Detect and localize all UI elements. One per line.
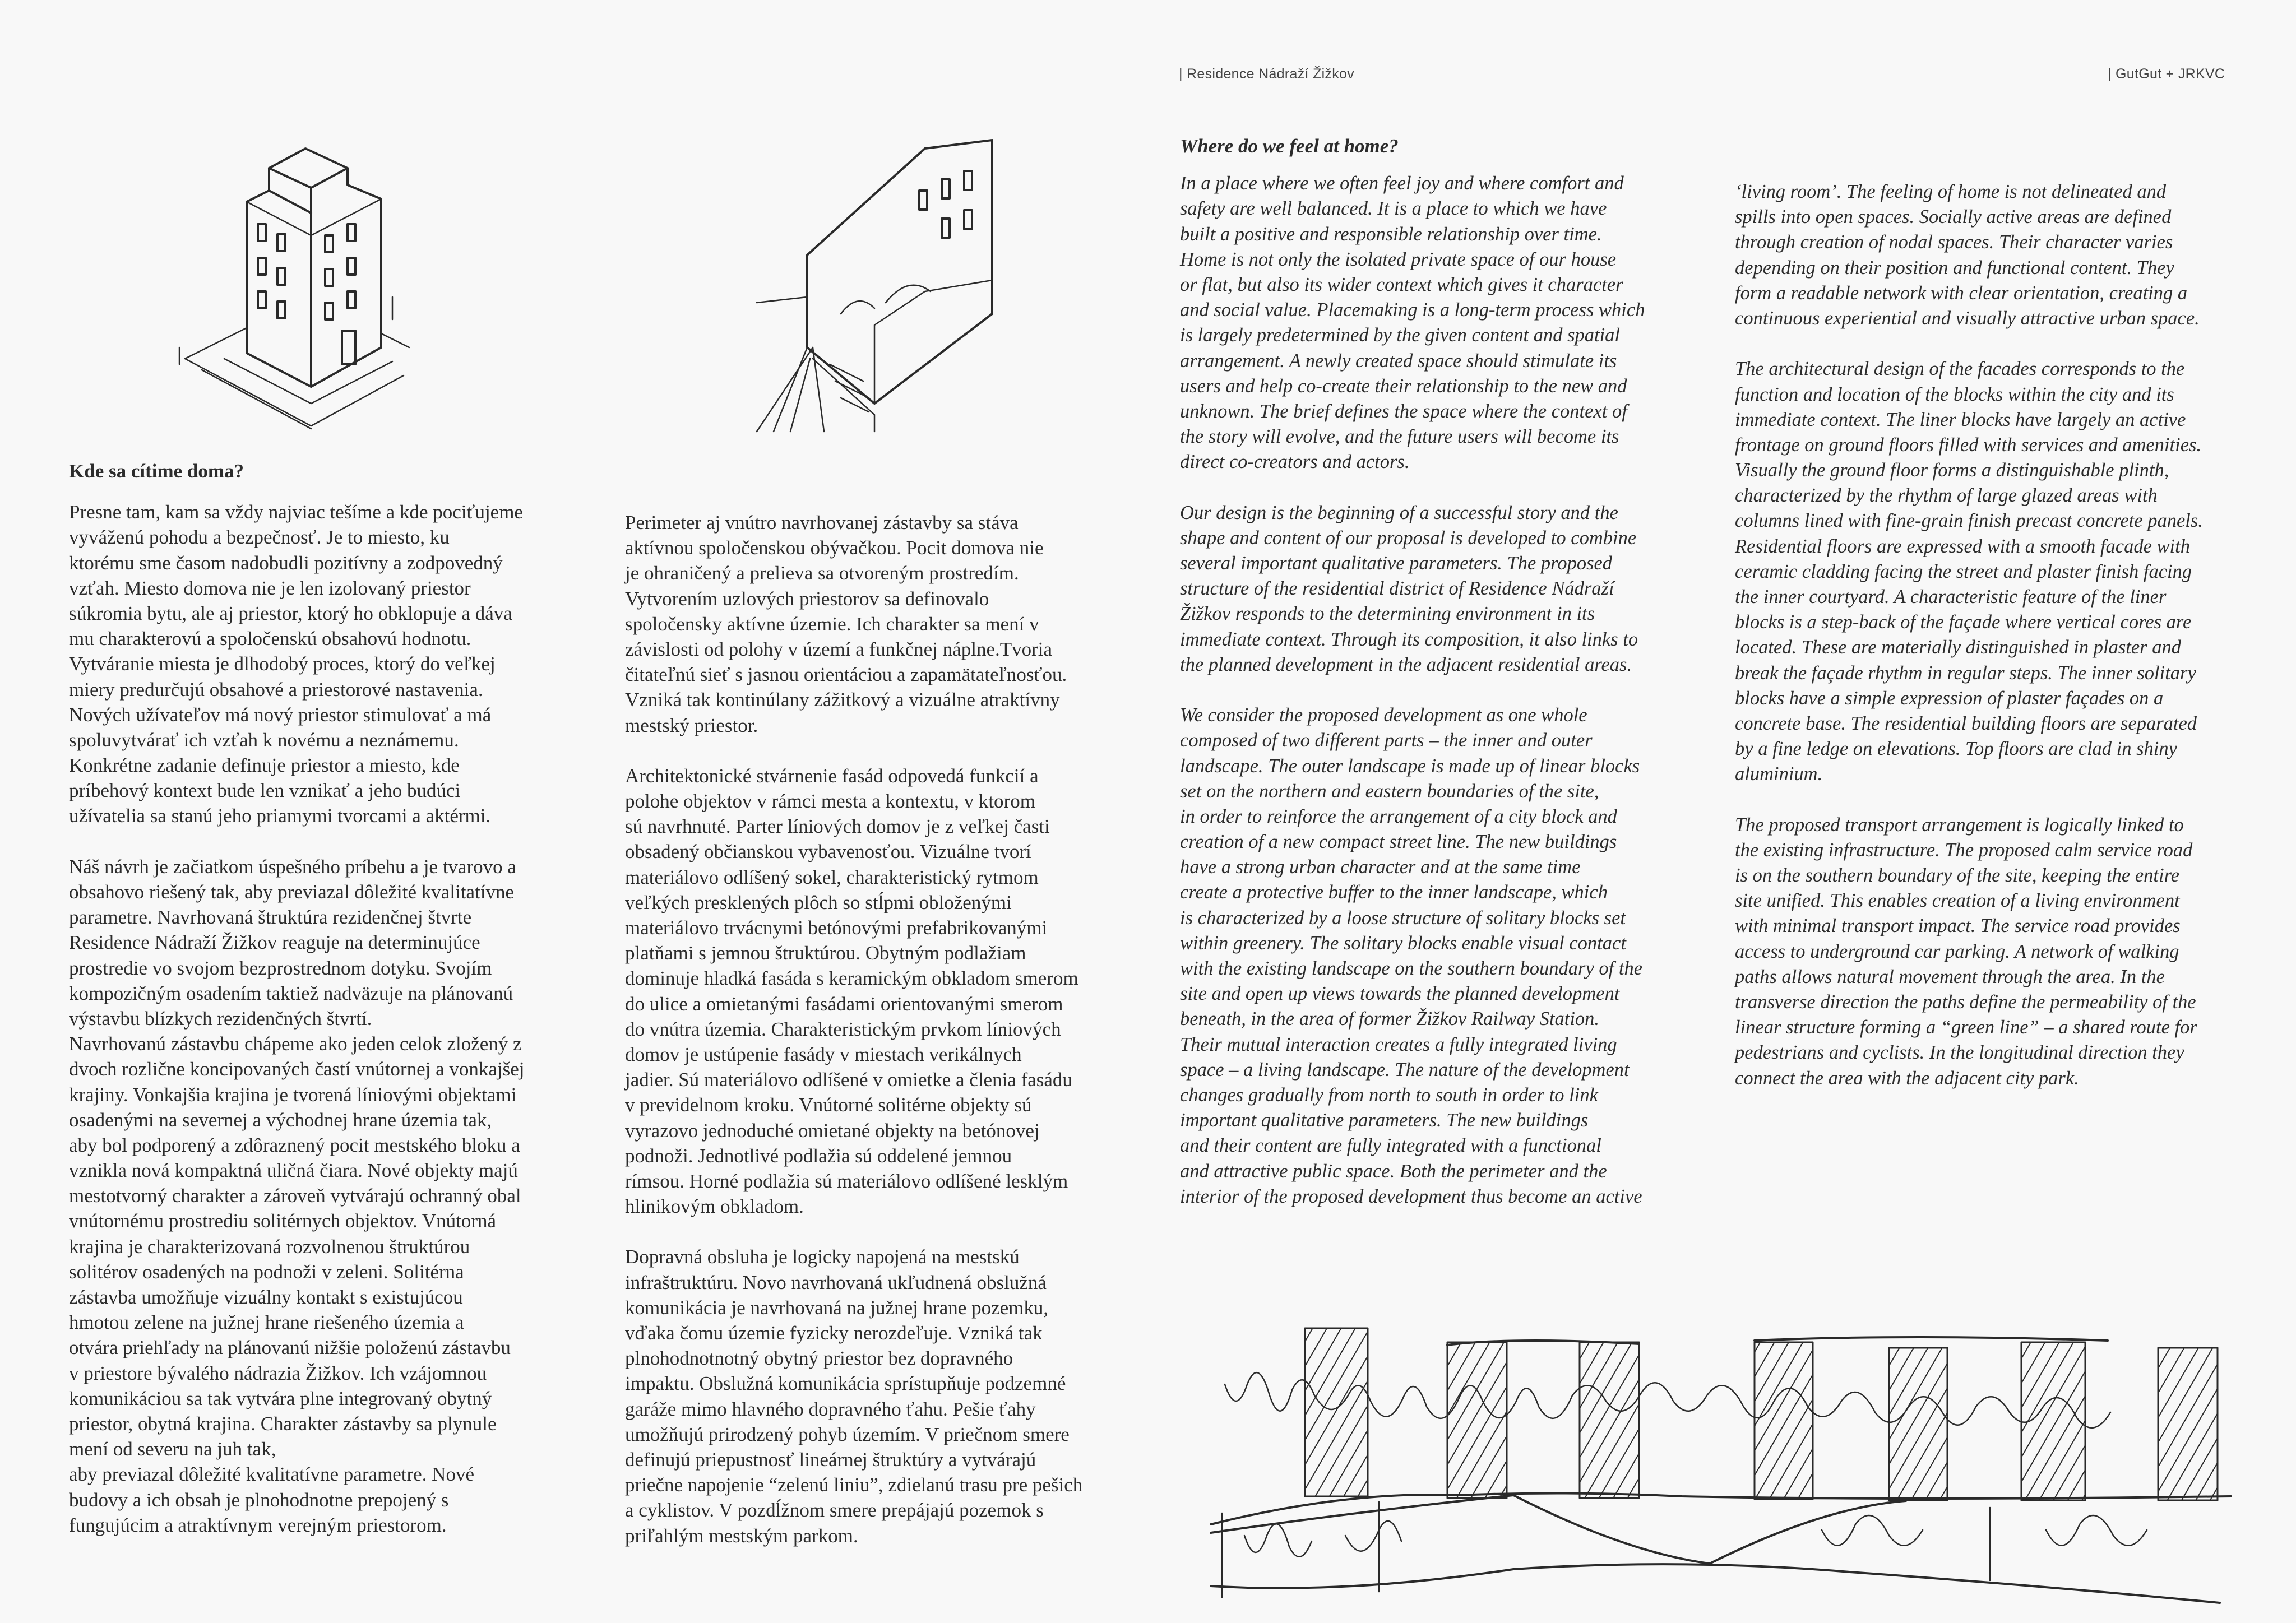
paragraph xyxy=(1735,813,2203,1091)
text-line: paths allows natural movement through the area. In the xyxy=(1735,966,2165,987)
text-line: a cyklistov. V pozdĺžnom smere prepájajú pozemok s xyxy=(625,1499,1044,1522)
text-line: columns lined with fine-grain finish precast concrete panels. xyxy=(1735,510,2203,532)
text-line: through creation of nodal spaces. Their character varies xyxy=(1735,231,2173,253)
text-line: mestský priestor. xyxy=(625,714,758,736)
text-line: unknown. The brief defines the space where the context of xyxy=(1180,400,1627,422)
text-line: mu charakterovú a spoločenskú obsahovú hodnotu. xyxy=(69,628,471,650)
text-line: shape and content of our proposal is developed to combine xyxy=(1180,527,1637,549)
text-line: Žižkov responds to the determining environment in its xyxy=(1180,603,1595,625)
text-line: concrete base. The residential building floors are separated xyxy=(1735,712,2197,734)
text-line: Their mutual interaction creates a fully integrated living xyxy=(1180,1033,1617,1055)
text-line: impaktu. Obslužná komunikácia sprístupňuje podzemné xyxy=(625,1372,1066,1395)
text-line: located. These are materially distinguished in plaster and xyxy=(1735,637,2181,659)
text-line: by a fine ledge on elevations. Top floors are clad in shiny xyxy=(1735,738,2177,760)
text-line: important qualitative parameters. The new buildings xyxy=(1180,1110,1589,1132)
text-line: materiálovo trvácnymi betónovými prefabrikovanými xyxy=(625,917,1048,939)
text-line: continuous experiential and visually attractive urban space. xyxy=(1735,307,2200,329)
text-line: osadenými na severnej a východnej hrane územia tak, xyxy=(69,1109,492,1131)
text-line: mení od severu na juh tak, xyxy=(69,1438,276,1460)
text-line: rímsou. Horné podlažia sú materiálovo odlíšené lesklým xyxy=(625,1170,1068,1192)
text-line: definujú priepustnosť lineárnej štruktúry a vytvárajú xyxy=(625,1448,1036,1471)
text-line: vnútornému prostrediu solitérnych objektov. Vnútorná xyxy=(69,1210,497,1232)
text-line: Our design is the beginning of a successful story and the xyxy=(1180,502,1618,523)
text-line: landscape. The outer landscape is made up of linear blocks xyxy=(1180,755,1640,777)
text-line: is characterized by a loose structure of solitary blocks set xyxy=(1180,907,1626,929)
text-line: dvoch rozlične koncipovaných častí vnútornej a vonkajšej xyxy=(69,1058,525,1081)
text-line: is on the southern boundary of the site, keeping the entire xyxy=(1735,865,2180,887)
text-line: the story will evolve, and the future users will become its xyxy=(1180,426,1619,448)
text-line: parametre. Navrhovaná štruktúra rezidenčnej štvrte xyxy=(69,906,472,929)
paragraph xyxy=(69,854,525,1538)
text-line: krajiny. Vonkajšia krajina je tvorená líniovými objektami xyxy=(69,1083,517,1106)
text-line: umožňujú prirodzený pohyb územím. V priečnom smere xyxy=(625,1423,1070,1445)
text-line: several important qualitative parameters. The proposed xyxy=(1180,553,1613,574)
text-line: obsadený občianskou vybavenosťou. Vizuálne tvorí xyxy=(625,841,1031,863)
slovak-column-1 xyxy=(69,458,525,1563)
text-line: and attractive public space. Both the perimeter and the xyxy=(1180,1160,1607,1182)
text-line: the existing infrastructure. The proposed calm service road xyxy=(1735,839,2193,861)
text-line: have a strong urban character and at the same time xyxy=(1180,856,1581,878)
text-line: Architektonické stvárnenie fasád odpovedá funkcií a xyxy=(625,764,1039,787)
text-line: create a protective buffer to the inner landscape, which xyxy=(1180,882,1608,903)
text-line: Vzniká tak kontinúlany zážitkový a vizuálne atraktívny xyxy=(625,689,1060,711)
paragraph xyxy=(625,1244,1082,1548)
english-column-1 xyxy=(1180,133,1645,1235)
text-line: otvára priehľady na plánovanú nižšie položenú zástavbu xyxy=(69,1337,511,1359)
text-line: Náš návrh je začiatkom úspešného príbehu a je tvarovo a xyxy=(69,855,516,878)
text-line: with the existing landscape on the southern boundary of the xyxy=(1180,958,1643,980)
text-line: The architectural design of the facades corresponds to the xyxy=(1735,358,2185,380)
text-line: súkromia bytu, ale aj priestor, ktorý ho obklopuje a dáva xyxy=(69,602,512,624)
text-line: aluminium. xyxy=(1735,763,1823,785)
text-line: komunikácia je navrhovaná na južnej hrane pozemku, xyxy=(625,1296,1049,1319)
text-line: obsahovo riešený tak, aby previazal dôležité kvalitatívne xyxy=(69,881,515,903)
text-line: composed of two different parts – the inner and outer xyxy=(1180,730,1593,752)
text-line: site unified. This enables creation of a living environment xyxy=(1735,890,2180,912)
text-line: Visually the ground floor forms a distinguishable plinth, xyxy=(1735,460,2169,481)
text-line: form a readable network with clear orientation, creating a xyxy=(1735,282,2188,304)
text-line: priestor, obytná krajina. Charakter zástavby sa plynule xyxy=(69,1412,497,1435)
text-line: Konkrétne zadanie definuje priestor a miesto, kde xyxy=(69,754,460,777)
text-line: čitateľnú sieť s jasnou orientáciou a zapamätateľnosťou. xyxy=(625,664,1067,686)
text-line: solitérov osadených na podnoži v zeleni. Solitérna xyxy=(69,1260,464,1283)
text-line: depending on their position and functional content. They xyxy=(1735,257,2174,279)
text-line: užívatelia sa stanú jeho priamymi tvorcami a aktérmi. xyxy=(69,805,491,827)
text-line: We consider the proposed development as one whole xyxy=(1180,704,1587,726)
text-line: do vnútra územia. Charakteristickým prvkom líniových xyxy=(625,1018,1061,1040)
text-line: in order to reinforce the arrangement of a city block and xyxy=(1180,805,1617,827)
text-line: jadier. Sú materiálovo odlíšené v omietke a členia fasádu xyxy=(625,1069,1072,1091)
text-line: vyrazovo jednoduché omietané objekty na betónovej xyxy=(625,1119,1040,1142)
text-line: arrangement. A newly created space should stimulate its xyxy=(1180,350,1617,372)
text-line: Navrhovanú zástavbu chápeme ako jeden celok zložený z xyxy=(69,1033,522,1055)
slovak-heading: Kde sa cítime doma? xyxy=(69,460,244,482)
text-line: Vytvorením uzlových priestorov sa definovalo xyxy=(625,587,989,610)
paragraph xyxy=(625,510,1082,738)
text-line: krajina je charakterizovaná rozvolnenou štruktúrou xyxy=(69,1235,470,1258)
text-line: characterized by the rhythm of large glazed areas with xyxy=(1735,485,2158,507)
text-line: spoločensky aktívne územie. Ich charakter sa mení v xyxy=(625,613,1039,635)
paragraph xyxy=(1735,356,2203,787)
text-line: do ulice a omietanými fasádami orientovanými smerom xyxy=(625,993,1063,1015)
english-column-2 xyxy=(1735,179,2203,1116)
text-line: pedestrians and cyclists. In the longitudinal direction they xyxy=(1735,1042,2184,1064)
text-line: changes gradually from north to south in order to link xyxy=(1180,1084,1598,1106)
text-line: výstavbu blízkych rezidenčných štvrtí. xyxy=(69,1007,372,1030)
text-line: polohe objektov v rámci mesta a kontextu, v ktorom xyxy=(625,790,1035,813)
text-line: Residential floors are expressed with a smooth facade with xyxy=(1735,535,2190,557)
header-authors: | GutGut + JRKVC xyxy=(2108,66,2225,82)
text-line: blocks is a step-back of the façade where vertical cores are xyxy=(1735,611,2192,633)
text-line: access to underground car parking. A network of walking xyxy=(1735,940,2179,962)
text-line: the inner courtyard. A characteristic feature of the liner xyxy=(1735,586,2167,608)
tower-sketch xyxy=(179,149,409,429)
paragraph xyxy=(1735,179,2203,331)
text-line: ‘living room’. The feeling of home is not delineated and xyxy=(1735,181,2167,202)
text-line: In a place where we often feel joy and where comfort and xyxy=(1180,173,1624,194)
text-line: is largely predetermined by the given content and spatial xyxy=(1180,324,1621,346)
text-line: domov je ustúpenie fasády v miestach verikálnych xyxy=(625,1043,1022,1065)
text-line: and their content are fully integrated with a functional xyxy=(1180,1135,1601,1157)
text-line: vznikla nová kompaktná uličná čiara. Nové objekty majú xyxy=(69,1160,518,1182)
text-line: ceramic cladding facing the street and plaster finish facing xyxy=(1735,560,2192,582)
text-line: hmotou zelene na južnej hrane riešeného územia a xyxy=(69,1311,464,1334)
paragraph xyxy=(1180,703,1645,1209)
text-line: transverse direction the paths define the permeability of the xyxy=(1735,991,2196,1013)
text-line: priečne napojenie “zelenú liniu”, zdielanú trasu pre pešich xyxy=(625,1474,1083,1496)
text-line: závislosti od polohy v území a funkčnej náplne.Tvoria xyxy=(625,638,1053,660)
text-line: veľkých presklených plôch so stĺpmi obloženými xyxy=(625,891,1012,913)
text-line: prostredie vo svojom bezprostrednom dotyku. Svojím xyxy=(69,957,492,979)
slovak-column-2 xyxy=(625,510,1082,1574)
text-line: connect the area with the adjacent city park. xyxy=(1735,1067,2079,1089)
text-line: ktorému sme časom nadobudli pozitívny a zodpovedný xyxy=(69,551,503,574)
paragraph xyxy=(1180,500,1645,678)
text-line: v priestore bývalého nádrazia Žižkov. Ich vzájomnou xyxy=(69,1362,487,1384)
text-line: budovy a ich obsah je plnohodnotne prepojený s xyxy=(69,1488,449,1511)
header-project: | Residence Nádraží Žižkov xyxy=(1179,66,1355,82)
text-line: komunikáciou sa tak vytvára plne integrovaný obytný xyxy=(69,1387,492,1409)
text-line: hlinikovým obkladom. xyxy=(625,1195,804,1218)
text-line: platňami s jemnou štruktúrou. Obytným podlažiam xyxy=(625,942,1026,964)
text-line: vďaka čomu územie fyzicky nerozdeľuje. Vzniká tak xyxy=(625,1322,1043,1344)
text-line: within greenery. The solitary blocks enable visual contact xyxy=(1180,932,1626,954)
text-line: users and help co-create their relationship to the new and xyxy=(1180,375,1627,397)
text-line: plnohodnotnotný obytný priestor bez dopravného xyxy=(625,1347,1013,1370)
paragraph xyxy=(69,499,525,828)
text-line: miery predurčujú obsahové a priestorové nastavenia. xyxy=(69,678,483,701)
text-line: creation of a new compact street line. The new buildings xyxy=(1180,831,1617,853)
text-line: vzťah. Miesto domova nie je len izolovaný priestor xyxy=(69,577,471,599)
text-line: Vytváranie miesta je dlhodobý proces, ktorý do veľkej xyxy=(69,653,496,675)
text-line: vyváženú pohodu a bezpečnosť. Je to miesto, ku xyxy=(69,526,450,549)
text-line: immediate context. The liner blocks have largely an active xyxy=(1735,409,2186,430)
text-line: príbehový kontext bude len vznikať a jeho budúci xyxy=(69,780,461,802)
text-line: kompozičným osadením taktiež nadväzuje na plánovanú xyxy=(69,982,513,1004)
text-line: built a positive and responsible relationship over time. xyxy=(1180,223,1602,245)
paragraph xyxy=(625,763,1082,1219)
text-line: safety are well balanced. It is a place to which we have xyxy=(1180,198,1607,220)
text-line: mestotvorný charakter a zároveň vytvárajú ochranný obal xyxy=(69,1185,521,1207)
text-line: aktívnou spoločenskou obývačkou. Pocit domova nie xyxy=(625,537,1044,559)
text-line: immediate context. Through its composition, it also links to xyxy=(1180,628,1638,650)
text-line: beneath, in the area of former Žižkov Railway Station. xyxy=(1180,1008,1600,1030)
text-line: function and location of the blocks within the city and its xyxy=(1735,383,2174,405)
elevation-sketch xyxy=(1211,1328,2231,1603)
text-line: spoluvytvárať ich vzťah k novému a neznámemu. xyxy=(69,729,459,751)
text-line: structure of the residential district of Residence Nádraží xyxy=(1180,578,1614,600)
text-line: garáže mimo hlavného dopravného ťahu. Pešie ťahy xyxy=(625,1398,1036,1420)
text-line: the planned development in the adjacent residential areas. xyxy=(1180,653,1632,675)
text-line: zástavba umožňuje vizuálny kontakt s existujúcou xyxy=(69,1286,463,1309)
text-line: aby bol podporený a zdôraznený pocit mestského bloku a xyxy=(69,1134,520,1156)
text-line: or flat, but also its wider context which gives it character xyxy=(1180,273,1623,295)
text-line: Presne tam, kam sa vždy najviac tešíme a kde pociťujeme xyxy=(69,501,523,523)
text-line: dominuje hladká fasáda s keramickým obkladom smerom xyxy=(625,967,1078,990)
text-line: podnoži. Jednotlivé podlažia sú oddelené jemnou xyxy=(625,1144,1012,1167)
text-line: with minimal transport impact. The service road provides xyxy=(1735,915,2181,937)
text-line: blocks have a simple expression of plaster façades on a xyxy=(1735,687,2164,709)
text-line: sú navrhnuté. Parter líniových domov je z veľkej časti xyxy=(625,815,1050,838)
text-line: fungujúcim a atraktívnym verejným priestorom. xyxy=(69,1514,447,1536)
text-line: Dopravná obsluha je logicky napojená na mestskú xyxy=(625,1246,1020,1268)
text-line: and social value. Placemaking is a long-term process which xyxy=(1180,299,1645,321)
text-line: break the façade rhythm in regular steps. The inner solitary xyxy=(1735,662,2196,684)
street-sketch xyxy=(757,140,992,432)
text-line: frontage on ground floors filled with services and amenities. xyxy=(1735,434,2202,456)
text-line: materiálovo odlíšený sokel, charakteristický rytmom xyxy=(625,866,1039,888)
text-line: The proposed transport arrangement is logically linked to xyxy=(1735,814,2184,836)
text-line: linear structure forming a “green line” – a shared route for xyxy=(1735,1017,2197,1038)
text-line: set on the northern and eastern boundaries of the site, xyxy=(1180,780,1599,802)
text-line: interior of the proposed development thus become an active xyxy=(1180,1185,1642,1207)
text-line: site and open up views towards the planned development xyxy=(1180,983,1620,1005)
english-heading: Where do we feel at home? xyxy=(1180,135,1399,157)
text-line: v previdelnom kroku. Vnútorné solitérne objekty sú xyxy=(625,1094,1032,1116)
text-line: direct co-creators and actors. xyxy=(1180,451,1410,473)
text-line: Nových užívateľov má nový priestor stimulovať a má xyxy=(69,703,492,726)
text-line: space – a living landscape. The nature of the development xyxy=(1180,1059,1630,1081)
text-line: je ohraničený a prelieva sa otvoreným prostredím. xyxy=(625,562,1019,585)
text-line: Home is not only the isolated private space of our house xyxy=(1180,248,1617,270)
text-line: spills into open spaces. Socially active areas are defined xyxy=(1735,206,2172,228)
text-line: Perimeter aj vnútro navrhovanej zástavby sa stáva xyxy=(625,512,1019,534)
text-line: Residence Nádraží Žižkov reaguje na determinujúce xyxy=(69,931,480,954)
text-line: aby previazal dôležité kvalitatívne parametre. Nové xyxy=(69,1463,474,1486)
text-line: priľahlým mestským parkom. xyxy=(625,1524,858,1547)
paragraph xyxy=(1180,171,1645,475)
text-line: infraštruktúru. Novo navrhovaná ukľudnená obslužná xyxy=(625,1271,1047,1293)
